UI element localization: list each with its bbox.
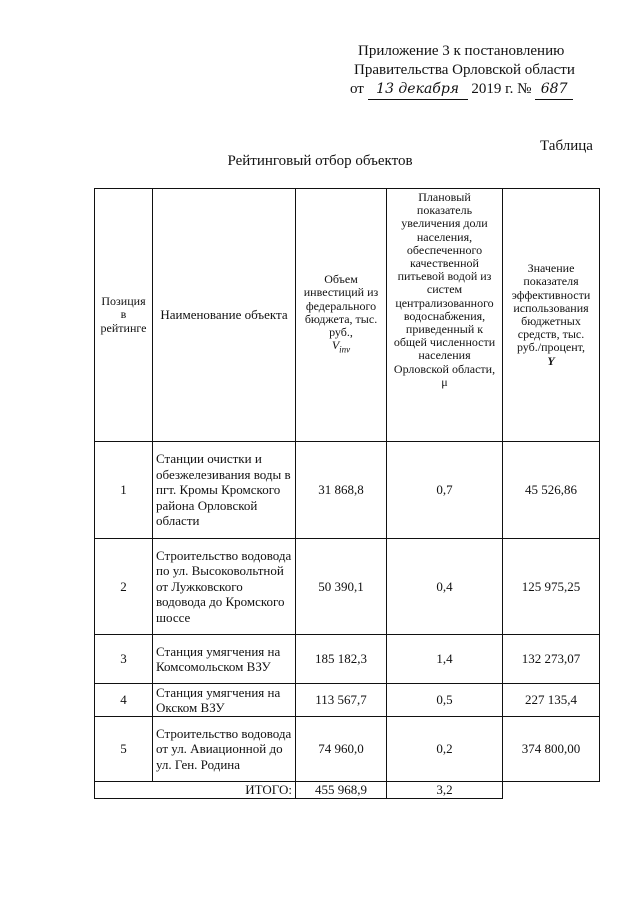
government-line: Правительства Орловской области: [354, 62, 575, 78]
handwritten-date: 13 декабря: [368, 80, 468, 100]
cell-share: 0,2: [387, 717, 503, 782]
col-header-efficiency: Значение показателя эффективности использования бюджетных средств, тыс. руб./процент, Y: [503, 189, 600, 442]
cell-share: 0,7: [387, 442, 503, 539]
table-row: [95, 539, 600, 635]
total-row: [95, 782, 600, 799]
cell-position: 3: [95, 635, 153, 684]
cell-efficiency: 45 526,86: [503, 442, 600, 539]
date-line: [300, 80, 600, 100]
total-share: 3,2: [387, 782, 503, 799]
cell-investment: 31 868,8: [296, 442, 387, 539]
page-title: Рейтинговый отбор объектов: [227, 153, 413, 169]
document-header: [300, 42, 600, 100]
cell-share: 1,4: [387, 635, 503, 684]
col-header-investment: Объем инвестиций из федерального бюджета, тыс. руб., $V_{inv}$: [296, 189, 387, 442]
cell-object-name: Станция умягчения на Окском ВЗУ: [153, 684, 296, 717]
table-header-row: [95, 189, 600, 442]
date-prefix: от: [350, 81, 364, 97]
cell-object-name: Строительство водовода по ул. Высоковольтной от Лужковского водовода до Кромского шоссе: [153, 539, 296, 635]
cell-efficiency: 374 800,00: [503, 717, 600, 782]
cell-position: 2: [95, 539, 153, 635]
efficiency-symbol: Y: [547, 353, 555, 368]
table-row: [95, 717, 600, 782]
rating-table: [94, 188, 600, 799]
table-label: Таблица: [540, 138, 593, 154]
col-header-name: Наименование объекта: [153, 189, 296, 442]
appendix-line: Приложение 3 к постановлению: [358, 43, 565, 59]
cell-object-name: Станции очистки и обезжелезивания воды в пгт. Кромы Кромского района Орловской области: [153, 442, 296, 539]
cell-investment: 185 182,3: [296, 635, 387, 684]
total-empty-cell: [503, 782, 600, 799]
table-row: [95, 442, 600, 539]
table-row: [95, 684, 600, 717]
cell-position: 4: [95, 684, 153, 717]
cell-investment: 50 390,1: [296, 539, 387, 635]
cell-efficiency: 227 135,4: [503, 684, 600, 717]
handwritten-number: 687: [535, 80, 573, 100]
col-header-position: Позиция в рейтинге: [95, 189, 153, 442]
cell-share: 0,4: [387, 539, 503, 635]
cell-investment: 113 567,7: [296, 684, 387, 717]
cell-position: 5: [95, 717, 153, 782]
date-year: 2019 г. №: [471, 81, 532, 97]
cell-efficiency: 125 975,25: [503, 539, 600, 635]
cell-object-name: Строительство водовода от ул. Авиационной до ул. Ген. Родина: [153, 717, 296, 782]
total-investment: 455 968,9: [296, 782, 387, 799]
col-header-share: Плановый показатель увеличения доли населения, обеспеченного качественной питьевой водой из систем централизованного водоснабжения, приведенный к общей численности населения Орловской области, μ: [387, 189, 503, 442]
cell-share: 0,5: [387, 684, 503, 717]
cell-object-name: Станция умягчения на Комсомольском ВЗУ: [153, 635, 296, 684]
table-row: [95, 635, 600, 684]
cell-efficiency: 132 273,07: [503, 635, 600, 684]
share-symbol: μ: [441, 374, 448, 389]
total-label: ИТОГО:: [95, 782, 296, 799]
cell-investment: 74 960,0: [296, 717, 387, 782]
cell-position: 1: [95, 442, 153, 539]
investment-symbol: $V_{inv}$: [331, 338, 351, 355]
